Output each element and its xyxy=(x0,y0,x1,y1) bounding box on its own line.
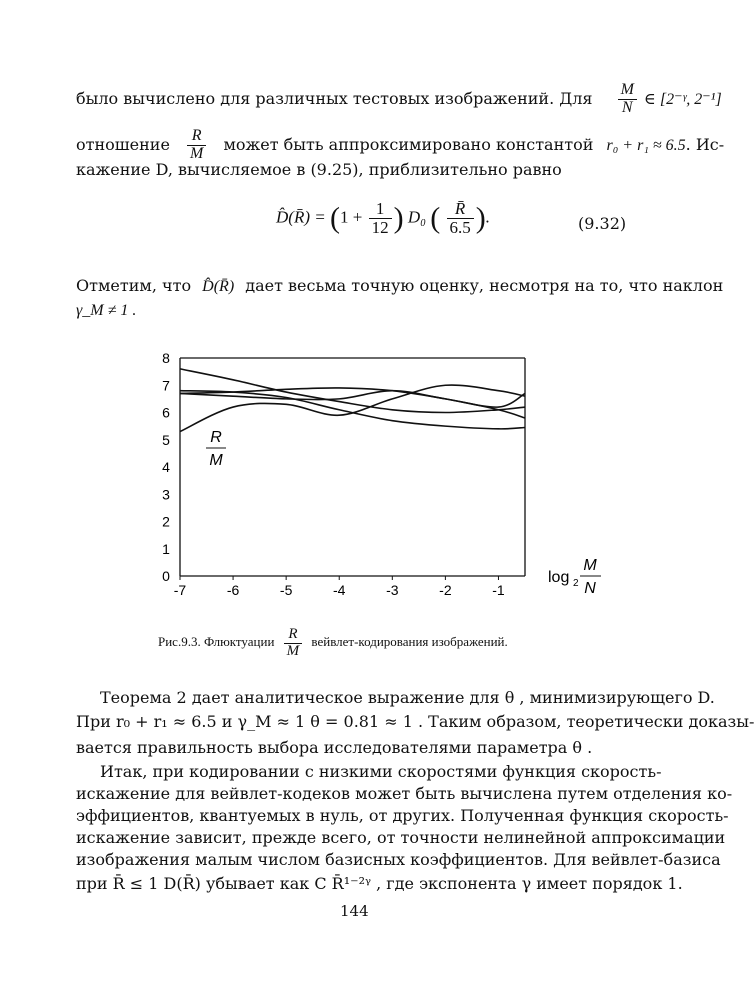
x-label-denominator: N xyxy=(584,580,596,597)
y-tick-label: 6 xyxy=(162,404,170,421)
para1-line1 xyxy=(76,82,722,117)
y-tick-label: 4 xyxy=(162,459,170,475)
para3-line1: Теорема 2 дает аналитическое выражение для θ , минимизирующего D. xyxy=(100,688,715,707)
para4-line2: искажение для вейвлет-кодеков может быть вычислена путем отделения ко- xyxy=(76,784,733,803)
x-label-log: log xyxy=(548,569,570,586)
x-tick-label: -7 xyxy=(173,582,187,598)
para1-line2: отношение $\frac{R}{M}$ может быть аппроксимировано константой r₀ + r₁ ≈ 6.5. Ис- xyxy=(76,127,725,162)
caption-fraction: $\frac{R}{M}$ xyxy=(284,627,303,660)
y-tick-label: 7 xyxy=(162,377,170,394)
series-line-curve-1 xyxy=(180,369,525,413)
x-label-subscript: 2 xyxy=(573,578,579,589)
para4-line3: эффициентов, квантуемых в нуль, от других. Полученная функция скорость- xyxy=(76,806,729,825)
para1-line3: кажение D, вычисляемое в (9.25), приблизительно равно xyxy=(76,160,562,179)
x-label-numerator: M xyxy=(583,557,597,574)
y-tick-label: 3 xyxy=(162,486,170,503)
y-tick-label: 5 xyxy=(162,431,170,448)
y-label-numerator: R xyxy=(210,429,222,446)
y-tick-label: 2 xyxy=(162,513,170,530)
fraction-m-n: $\frac{M}{N}$ xyxy=(618,82,637,117)
d-hat-expression: D̂(R̄) xyxy=(202,278,235,295)
para1-line1-text: было вычислено для различных тестовых изображений. Для xyxy=(76,88,593,108)
y-tick-label: 0 xyxy=(162,568,170,584)
para4-line5: изображения малым числом базисных коэффициентов. Для вейвлет-базиса xyxy=(76,850,721,869)
para3-line2: При r₀ + r₁ ≈ 6.5 и γ_M ≈ 1 θ = 0.81 ≈ 1 . Таким образом, теоретически доказы- xyxy=(76,712,754,731)
y-tick-label: 8 xyxy=(162,350,170,366)
y-axis-ticks xyxy=(162,350,170,584)
para4-line4: искажение зависит, прежде всего, от точности нелинейной аппроксимации xyxy=(76,828,726,847)
x-tick-label: -3 xyxy=(386,582,399,598)
x-tick-label: -4 xyxy=(333,582,346,598)
interval-expression: ∈ [2⁻ᵞ, 2⁻¹] xyxy=(644,90,722,108)
y-label-denominator: M xyxy=(209,452,223,469)
page-number: 144 xyxy=(340,902,369,920)
series-group xyxy=(180,369,525,432)
equation-fraction-r-6-5: $\frac{R̄}{6.5}$ xyxy=(447,200,474,237)
x-axis-ticks xyxy=(174,576,505,598)
para3-line3: вается правильность выбора исследователями параметра θ . xyxy=(76,738,593,757)
para4-line1: Итак, при кодировании с низкими скоростями функция скорость- xyxy=(100,762,662,781)
equation-9-32: D̂(R̄) = (1 + $\frac{1}{12}$ ) D₀ ( $\frac{R̄}{6.5}$ ). xyxy=(276,199,490,237)
para4-line6: при R̄ ≤ 1 D(R̄) убывает как C R̄¹⁻²ᵞ , где экспонента γ имеет порядок 1. xyxy=(76,874,683,893)
x-tick-label: -2 xyxy=(439,582,452,598)
y-tick-label: 1 xyxy=(162,540,170,557)
para2-line2: γ_M ≠ 1 . xyxy=(76,302,137,319)
figure-caption: Рис.9.3. Флюктуации $\frac{R}{M}$ вейвлет-кодирования изображений. xyxy=(158,626,508,659)
x-tick-label: -6 xyxy=(226,582,240,598)
equation-fraction-1-12: $\frac{1}{12}$ xyxy=(369,200,392,237)
rate-fluctuation-chart xyxy=(140,350,620,600)
approx-constant: r₀ + r₁ ≈ 6.5 xyxy=(606,136,686,154)
para2-line1: Отметим, что D̂(R̄) дает весьма точную оценку, несмотря на то, что наклон xyxy=(76,276,724,295)
x-tick-label: -5 xyxy=(279,582,293,598)
x-tick-label: -1 xyxy=(492,582,505,598)
fraction-r-m: $\frac{R}{M}$ xyxy=(187,128,206,163)
equation-number: (9.32) xyxy=(578,214,627,233)
